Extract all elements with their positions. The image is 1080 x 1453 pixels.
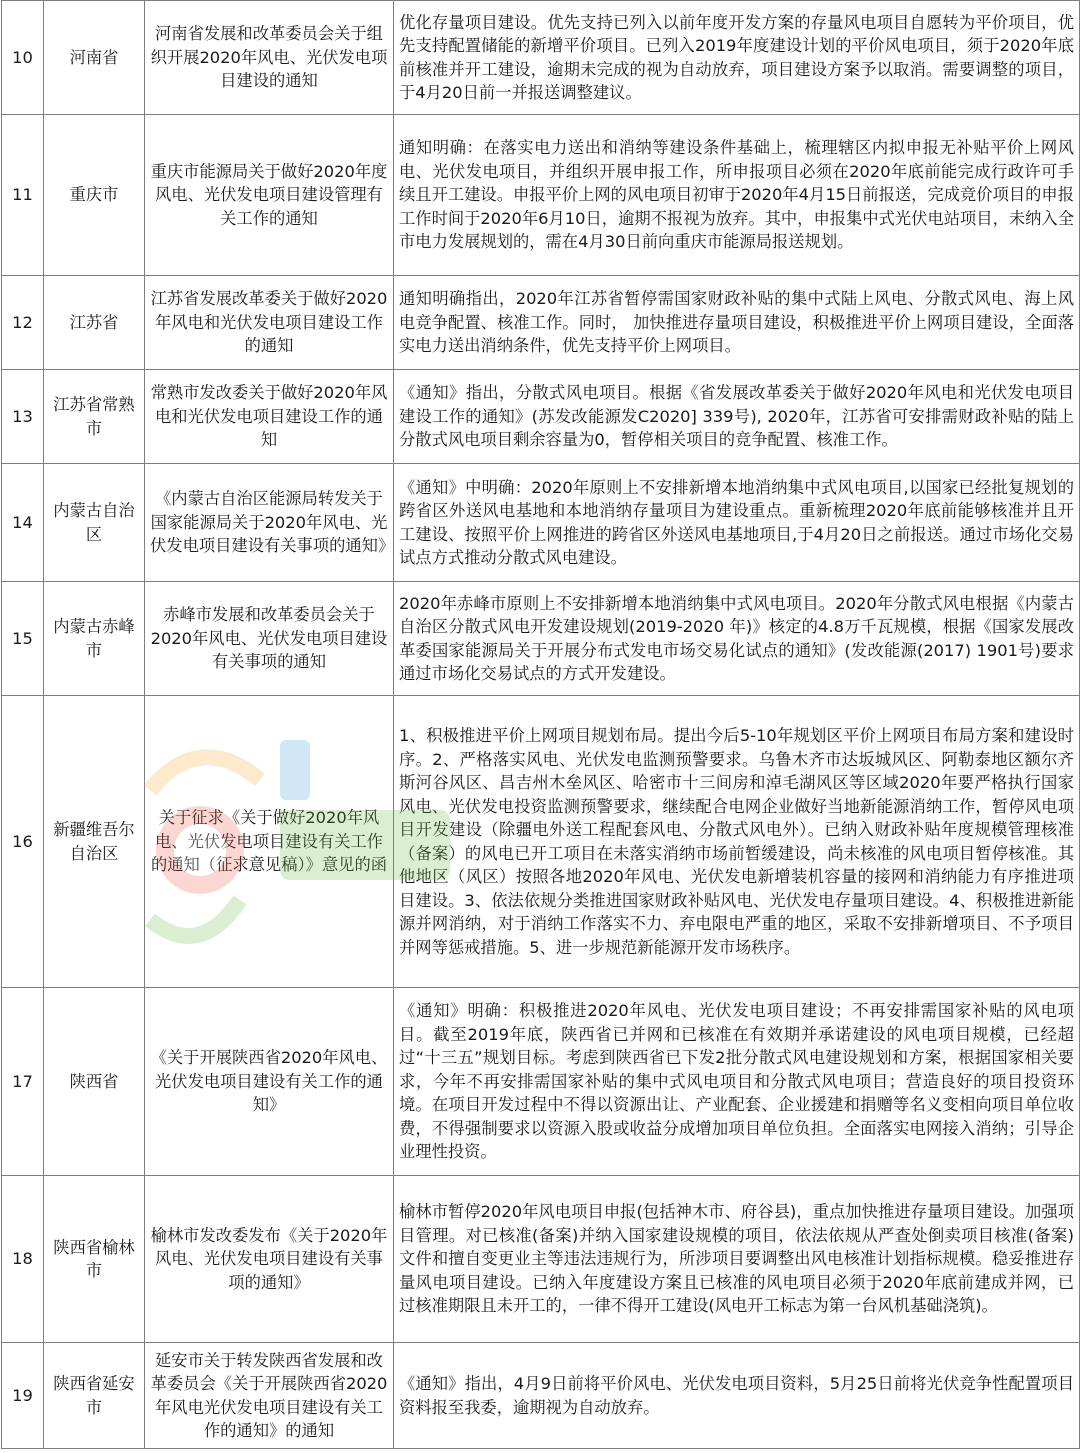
row-region: 河南省 [44,1,145,115]
row-notice-title: 《内蒙古自治区能源局转发关于国家能源局关于2020年风电、光伏发电项目建设有关事项的通知》 [145,464,394,582]
table-row [2,115,1080,276]
table-row [2,276,1080,370]
row-notice-title: 榆林市发改委发布《关于2020年风电、光伏发电项目建设有关事项的通知》 [145,1176,394,1343]
row-notice-title: 江苏省发展改革委关于做好2020年风电和光伏发电项目建设工作的通知 [145,276,394,370]
row-notice-title: 《关于开展陕西省2020年风电、光伏发电项目建设有关工作的通知》 [145,988,394,1176]
row-content: 1、积极推进平价上网项目规划布局。提出今后5-10年规划区平价上网项目布局方案和建设时序。2、严格落实风电、光伏发电监测预警要求。乌鲁木齐市达坂城风区、阿勒泰地区额尔齐斯河谷风区、昌吉州木垒风区、哈密市十三间房和淖毛湖风区等区域2020年要严格执行国家风电、光伏发电投资监测预警要求，继续配合电网企业做好当地新能源消纳工作，暂停风电项目开发建设（除疆电外送工程配套风电、分散式风电外）。已纳入财政补贴年度规模管理核准（备案）的风电已开工项目在未落实消纳市场前暂缓建设，尚未核准的风电项目暂停核准。其他地区（风区）按照各地2020年风电、光伏发电新增装机容量的接网和消纳能力有序推进项目建设。3、依法依规分类推进国家财政补贴风电、光伏发电存量项目建设。4、积极推进新能源并网消纳，对于消纳工作落实不力、弃电限电严重的地区，采取不安排新增项目、不予项目并网等惩戒措施。5、进一步规范新能源开发市场秩序。 [394,696,1080,988]
table-row [2,370,1080,464]
row-notice-title: 延安市关于转发陕西省发展和改革委员会《关于开展陕西省2020年风电光伏发电项目建设有关工作的通知》的通知 [145,1343,394,1449]
row-content: 2020年赤峰市原则上不安排新增本地消纳集中式风电项目。2020年分散式风电根据《内蒙古自治区分散式风电开发建设规划(2019-2020 年)》核定的4.8万千瓦规模，根据《国家发展改革委国家能源局关于开展分布式发电市场交易化试点的通知》(发改能源(2017) 1901号)要求通过市场化交易试点的方式开发建设。 [394,582,1080,696]
row-notice-title: 重庆市能源局关于做好2020年度风电、光伏发电项目建设管理有关工作的通知 [145,115,394,276]
row-notice-title: 常熟市发改委关于做好2020年风电和光伏发电项目建设工作的通知 [145,370,394,464]
row-number: 17 [2,988,44,1176]
row-content: 优化存量项目建设。优先支持已列入以前年度开发方案的存量风电项目自愿转为平价项目，优先支持配置储能的新增平价项目。已列入2019年度建设计划的平价风电项目，须于2020年底前核准并开工建设，逾期未完成的视为自动放弃，项目建设方案予以取消。需要调整的项目，于4月20日前一并报送调整建议。 [394,1,1080,115]
table-row [2,988,1080,1176]
row-notice-title: 赤峰市发展和改革委员会关于2020年风电、光伏发电项目建设有关事项的通知 [145,582,394,696]
row-notice-title: 关于征求《关于做好2020年风电、光伏发电项目建设有关工作的通知（征求意见稿）》意见的函 [145,696,394,988]
row-number: 19 [2,1343,44,1449]
table-row [2,696,1080,988]
row-notice-title: 河南省发展和改革委员会关于组织开展2020年风电、光伏发电项目建设的通知 [145,1,394,115]
row-region: 内蒙古赤峰市 [44,582,145,696]
row-region: 陕西省 [44,988,145,1176]
row-number: 11 [2,115,44,276]
row-region: 重庆市 [44,115,145,276]
row-content: 通知明确指出，2020年江苏省暂停需国家财政补贴的集中式陆上风电、分散式风电、海上风电竞争配置、核准工作。同时， 加快推进存量项目建设，积极推进平价上网项目建设，全面落实电力送出消纳条件，优先支持平价上网项目。 [394,276,1080,370]
row-region: 江苏省常熟市 [44,370,145,464]
row-number: 13 [2,370,44,464]
table-row [2,582,1080,696]
table-row [2,1343,1080,1449]
row-number: 10 [2,1,44,115]
row-number: 15 [2,582,44,696]
row-region: 江苏省 [44,276,145,370]
row-content: 《通知》明确：积极推进2020年风电、光伏发电项目建设；不再安排需国家补贴的风电项目。截至2019年底，陕西省已并网和已核准在有效期并承诺建设的风电项目规模，已经超过“十三五”规划目标。考虑到陕西省已下发2批分散式风电建设规划和方案，根据国家相关要求，今年不再安排需国家补贴的集中式风电项目和分散式风电项目；营造良好的项目投资环境。在项目开发过程中不得以资源出让、产业配套、企业援建和捐赠等名义变相向项目单位收费，不得强制要求以资源入股或收益分成增加项目单位负担。全面落实电网接入消纳；引导企业理性投资。 [394,988,1080,1176]
row-region: 陕西省榆林市 [44,1176,145,1343]
row-region: 陕西省延安市 [44,1343,145,1449]
row-number: 12 [2,276,44,370]
row-region: 内蒙古自治区 [44,464,145,582]
table-row [2,464,1080,582]
row-content: 《通知》指出，分散式风电项目。根据《省发展改革委关于做好2020年风电和光伏发电项目建设工作的通知》(苏发改能源发C2020] 339号), 2020年，江苏省可安排需财政补贴的陆上分散式风电项目剩余容量为0，暂停相关项目的竞争配置、核准工作。 [394,370,1080,464]
row-content: 榆林市暂停2020年风电项目申报(包括神木市、府谷县)，重点加快推进存量项目建设。加强项目管理。对已核准(备案)并纳入国家建设规模的项目，依法依规从严查处倒卖项目核准(备案)文件和擅自变更业主等违法违规行为，所涉项目要调整出风电核准计划指标规模。稳妥推进存量风电项目建设。已纳入年度建设方案且已核准的风电项目必须于2020年底前建成并网，已过核准期限且未开工的，一律不得开工建设(风电开工标志为第一台风机基础浇筑)。 [394,1176,1080,1343]
row-region: 新疆维吾尔自治区 [44,696,145,988]
policy-table [1,0,1080,1449]
row-number: 16 [2,696,44,988]
table-row [2,1176,1080,1343]
row-content: 《通知》中明确：2020年原则上不安排新增本地消纳集中式风电项目,以国家已经批复规划的跨省区外送风电基地和本地消纳存量项目为建设重点。重新梳理2020年底前能够核准并且开工建设、按照平价上网推进的跨省区外送风电基地项目,于4月20日之前报送。通过市场化交易试点方式推动分散式风电建设。 [394,464,1080,582]
row-number: 18 [2,1176,44,1343]
row-content: 通知明确：在落实电力送出和消纳等建设条件基础上，梳理辖区内拟申报无补贴平价上网风电、光伏发电项目，并组织开展申报工作，所申报项目必须在2020年底前能完成行政许可手续且开工建设。申报平价上网的风电项目初审于2020年4月15日前报送，完成竞价项目的申报工作时间于2020年6月10日，逾期不报视为放弃。其中，申报集中式光伏电站项目，未纳入全市电力发展规划的，需在4月30日前向重庆市能源局报送规划。 [394,115,1080,276]
row-content: 《通知》指出，4月9日前将平价风电、光伏发电项目资料，5月25日前将光伏竞争性配置项目资料报至我委，逾期视为自动放弃。 [394,1343,1080,1449]
table-row [2,1,1080,115]
row-number: 14 [2,464,44,582]
